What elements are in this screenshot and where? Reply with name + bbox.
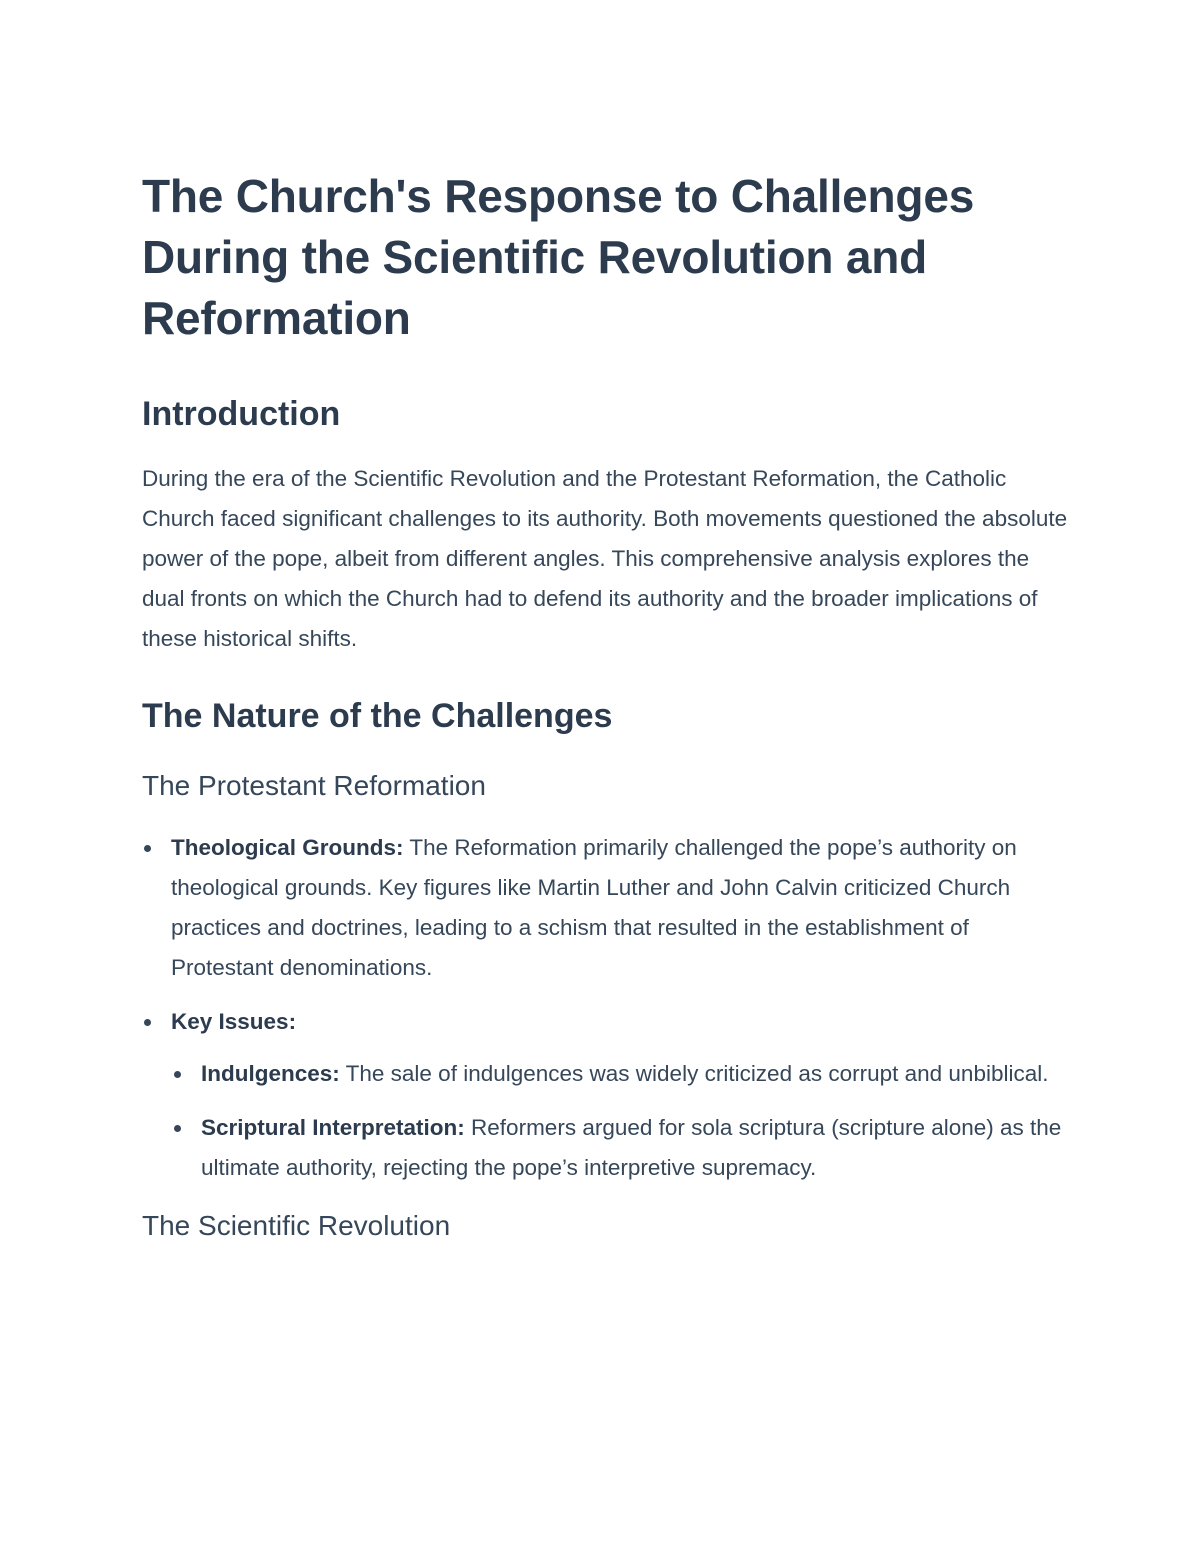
document-title: The Church's Response to Challenges During the Scientific Revolution and Reformation [142, 170, 975, 344]
list-item-key-issues [142, 1002, 1072, 1042]
bullet-icon [174, 1125, 181, 1132]
scientific-revolution-heading: The Scientific Revolution [142, 1210, 451, 1241]
bullet-icon [144, 845, 151, 852]
introduction-paragraph: During the era of the Scientific Revolution and the Protestant Reformation, the Catholic Church faced significant challenges to its authority. Both movements questioned the absolute power of the pope, albeit from different angles. This comprehensive analysis explores the dual fronts on which the Church had to defend its authority and the broader implications of these historical shifts. [142, 466, 1068, 651]
introduction-heading: Introduction [142, 395, 341, 433]
scriptural-interpretation-label: Scriptural Interpretation: [201, 1115, 465, 1140]
list-item-indulgences [142, 1054, 1072, 1094]
bullet-icon [174, 1071, 181, 1078]
indulgences-label: Indulgences: [201, 1061, 340, 1086]
theological-grounds-label: Theological Grounds: [171, 835, 404, 860]
list-item-theological-grounds [142, 828, 1072, 988]
nature-of-challenges-heading: The Nature of the Challenges [142, 697, 613, 735]
indulgences-text: The sale of indulgences was widely criticized as corrupt and unbiblical. [339, 1061, 1049, 1086]
scriptural-interpretation-text: Reformers argued for sola scriptura (scripture alone) as the ultimate authority, rejecting the pope’s interpretive supremacy. [201, 1115, 1062, 1180]
bullet-icon [144, 1019, 151, 1026]
document-page [142, 166, 1072, 1244]
protestant-reformation-heading: The Protestant Reformation [142, 770, 486, 801]
theological-grounds-text: The Reformation primarily challenged the pope’s authority on theological grounds. Key figures like Martin Luther and John Calvin criticized Church practices and doctrines, leading to a schism that resulted in the establishment of Protestant denominations. [171, 835, 1017, 980]
protestant-reformation-list [142, 828, 1072, 1188]
key-issues-label: Key Issues: [171, 1009, 297, 1034]
list-item-scriptural-interpretation [142, 1108, 1072, 1188]
